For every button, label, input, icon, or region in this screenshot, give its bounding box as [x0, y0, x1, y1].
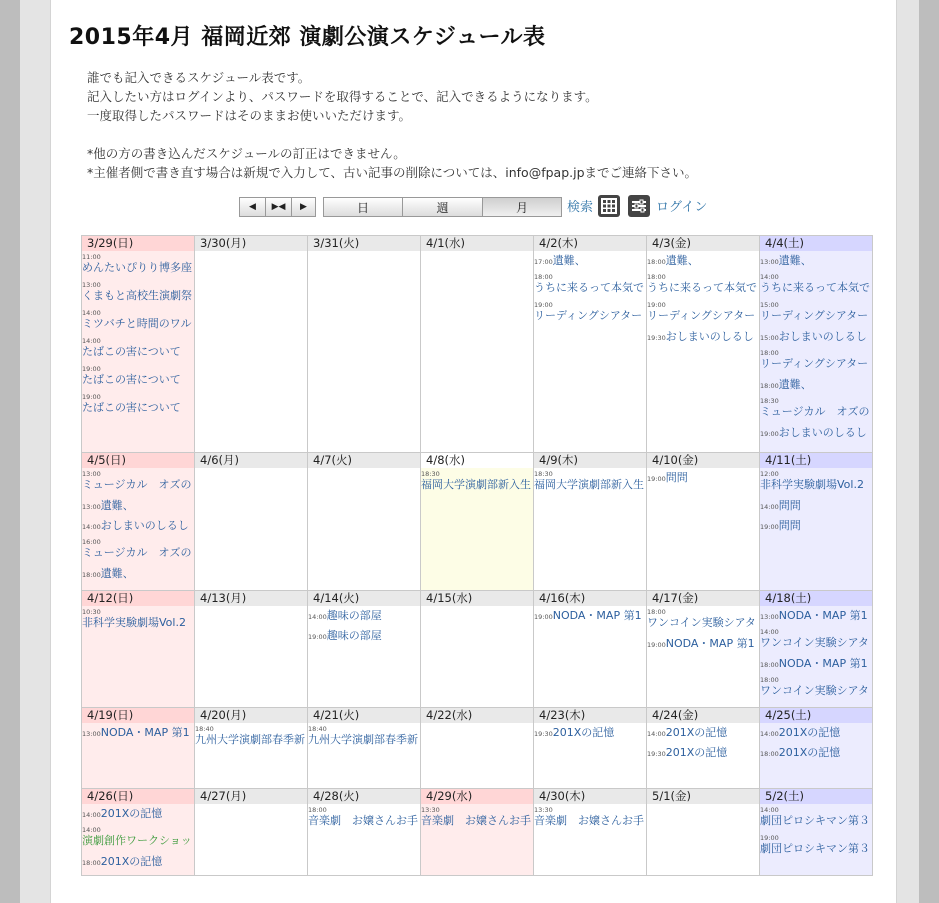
event-time: 19:00 [760, 523, 779, 531]
calendar-event[interactable] [82, 723, 194, 743]
event-title: 音楽劇 お嬢さんお手 [308, 814, 418, 827]
event-time: 18:30 [421, 470, 440, 478]
event-title: NODA・MAP 第1 [552, 609, 642, 622]
event-title: 九州大学演劇部春季新 [195, 733, 305, 746]
calendar-event[interactable] [534, 468, 646, 496]
event-time: 14:00 [308, 613, 327, 621]
calendar-event[interactable] [760, 423, 872, 443]
event-title: 演劇創作ワークショッ [82, 834, 192, 847]
event-title: おしまいのしるし [778, 330, 867, 343]
intro-line: 記入したい方はログインより、パスワードを取得することで、記入できるようになります。 [87, 89, 598, 104]
calendar-event[interactable] [760, 626, 872, 654]
event-time: 15:00 [760, 301, 779, 309]
event-time: 17:00 [534, 258, 553, 266]
event-title: NODA・MAP 第1 [665, 637, 755, 650]
month-view-button[interactable]: 月 [482, 197, 562, 217]
calendar-event[interactable] [760, 832, 872, 860]
event-title: たばこの害について [82, 345, 181, 358]
calendar-day-cell[interactable] [308, 236, 421, 453]
event-time: 14:00 [760, 628, 779, 636]
day-label: 4/2(木) [534, 236, 646, 251]
event-title: NODA・MAP 第1 [778, 657, 868, 670]
calendar-event[interactable] [82, 468, 194, 496]
calendar-event[interactable] [647, 251, 759, 271]
day-label: 3/30(月) [195, 236, 307, 251]
calendar-day-cell[interactable] [421, 789, 534, 876]
event-time: 18:00 [760, 382, 779, 390]
calendar-event[interactable] [647, 468, 759, 488]
calendar-event[interactable] [82, 824, 194, 852]
event-time: 19:00 [534, 613, 553, 621]
page-title: 2015年4月 福岡近郊 演劇公演スケジュール表 [69, 25, 546, 50]
event-time: 12:00 [760, 470, 779, 478]
day-label: 4/22(水) [421, 708, 533, 723]
calendar-event[interactable] [534, 299, 646, 327]
event-time: 19:30 [647, 750, 666, 758]
event-time: 14:00 [760, 273, 779, 281]
calendar-day-cell[interactable] [647, 453, 760, 591]
event-time: 13:00 [760, 258, 779, 266]
event-time: 18:00 [534, 273, 553, 281]
calendar-event[interactable] [82, 606, 194, 634]
event-time: 14:00 [82, 523, 101, 531]
event-title: ワンコイン実験シアタ [760, 636, 869, 649]
calendar-event[interactable] [760, 468, 872, 496]
calendar-event[interactable] [760, 375, 872, 395]
event-title: 201Xの記憶 [100, 807, 163, 820]
intro-line: *主催者側で書き直す場合は新規で入力して、古い記事の削除については、info@fpap.jpまでご連絡下さい。 [87, 165, 698, 180]
calendar-day-cell[interactable] [534, 453, 647, 591]
calendar-day-cell[interactable] [647, 591, 760, 708]
event-time: 14:00 [82, 337, 101, 345]
event-time: 14:00 [760, 730, 779, 738]
event-time: 13:00 [82, 281, 101, 289]
day-label: 4/8(水) [421, 453, 533, 468]
calendar-day-cell[interactable] [195, 591, 308, 708]
prev-month-button[interactable]: ◀ [249, 202, 256, 212]
calendar-event[interactable] [308, 626, 420, 646]
day-label: 4/21(火) [308, 708, 420, 723]
calendar-day-cell[interactable] [760, 591, 873, 708]
calendar-event[interactable] [534, 804, 646, 832]
day-label: 4/20(月) [195, 708, 307, 723]
calendar-week-row [82, 789, 873, 876]
event-time: 18:00 [760, 349, 779, 357]
event-title: おしまいのしるし [665, 330, 754, 343]
event-title: リーディングシアター [760, 309, 869, 322]
event-title: リーディングシアター [760, 357, 869, 370]
nav-button-group [239, 197, 316, 217]
calendar-event[interactable] [82, 852, 194, 872]
event-time: 14:00 [760, 806, 779, 814]
next-month-button[interactable]: ▶ [300, 202, 307, 212]
calendar-week-row [82, 453, 873, 591]
calendar-event[interactable] [82, 536, 194, 564]
calendar-event[interactable] [82, 251, 194, 279]
event-time: 13:00 [82, 470, 101, 478]
event-time: 18:40 [195, 725, 214, 733]
event-title: 趣味の部屋 [326, 629, 382, 642]
calendar-day-cell[interactable] [82, 236, 195, 453]
event-time: 13:00 [82, 730, 101, 738]
event-title: ミュージカル オズの [82, 546, 192, 559]
calendar-event[interactable] [760, 804, 872, 832]
page-background [20, 0, 919, 903]
calendar-event[interactable] [82, 804, 194, 824]
event-time: 18:00 [760, 750, 779, 758]
day-label: 4/3(金) [647, 236, 759, 251]
event-time: 18:00 [82, 859, 101, 867]
calendar-day-cell[interactable] [421, 708, 534, 789]
event-title: 九州大学演劇部春季新 [308, 733, 418, 746]
event-time: 15:00 [760, 334, 779, 342]
day-label: 3/29(日) [82, 236, 194, 251]
event-title: 遺難、 [665, 254, 699, 267]
calendar-event[interactable] [308, 804, 420, 832]
event-time: 18:00 [760, 661, 779, 669]
event-title: 趣味の部屋 [326, 609, 382, 622]
calendar-event[interactable] [760, 327, 872, 347]
calendar-event[interactable] [534, 251, 646, 271]
calendar-day-cell[interactable] [82, 591, 195, 708]
event-title: 問問 [778, 519, 801, 532]
event-title: 遺難、 [100, 499, 134, 512]
week-view-button[interactable]: 週 [402, 197, 483, 217]
day-label: 4/17(金) [647, 591, 759, 606]
content-panel [50, 0, 897, 903]
event-title: 遺難、 [778, 254, 812, 267]
search-link[interactable]: 検索 [567, 200, 594, 215]
event-title: ワンコイン実験シアタ [760, 684, 869, 697]
calendar-day-cell[interactable] [195, 453, 308, 591]
event-title: NODA・MAP 第1 [778, 609, 868, 622]
event-time: 18:30 [534, 470, 553, 478]
event-title: うちに来るって本気で [760, 281, 870, 294]
calendar-day-cell[interactable] [760, 789, 873, 876]
day-label: 4/24(金) [647, 708, 759, 723]
calendar-day-cell[interactable] [760, 708, 873, 789]
event-title: 遺難、 [778, 378, 812, 391]
day-label: 4/15(水) [421, 591, 533, 606]
calendar-day-cell[interactable] [534, 236, 647, 453]
calendar-event[interactable] [82, 496, 194, 516]
calendar-event[interactable] [308, 723, 420, 751]
event-time: 14:00 [647, 730, 666, 738]
calendar-day-cell[interactable] [195, 708, 308, 789]
event-title: 201Xの記憶 [665, 726, 728, 739]
calendar-event[interactable] [760, 516, 872, 536]
calendar-day-cell[interactable] [82, 789, 195, 876]
event-time: 19:00 [82, 365, 101, 373]
event-time: 19:30 [647, 334, 666, 342]
event-time: 18:00 [308, 806, 327, 814]
event-time: 13:00 [760, 613, 779, 621]
event-title: 劇団ピロシキマン第３ [760, 842, 870, 855]
calendar-day-cell[interactable] [534, 591, 647, 708]
calendar-event[interactable] [534, 723, 646, 743]
calendar-event[interactable] [82, 391, 194, 419]
day-label: 4/19(日) [82, 708, 194, 723]
event-title: 福岡大学演劇部新入生 [421, 478, 531, 491]
event-title: リーディングシアター [534, 309, 643, 322]
event-time: 19:00 [82, 393, 101, 401]
calendar-event[interactable] [308, 606, 420, 626]
event-time: 18:00 [82, 571, 101, 579]
calendar-event[interactable] [82, 335, 194, 363]
event-title: 201Xの記憶 [552, 726, 615, 739]
day-label: 4/27(月) [195, 789, 307, 804]
calendar-event[interactable] [760, 674, 872, 702]
calendar-event[interactable] [760, 723, 872, 743]
event-time: 13:30 [534, 806, 553, 814]
calendar-event[interactable] [647, 271, 759, 299]
event-time: 18:00 [647, 273, 666, 281]
calendar-event[interactable] [647, 743, 759, 763]
day-label: 5/1(金) [647, 789, 759, 804]
event-time: 13:30 [421, 806, 440, 814]
event-title: 非科学実験劇場Vol.2 [82, 616, 186, 629]
day-label: 4/16(木) [534, 591, 646, 606]
intro-line: 一度取得したパスワードはそのままお使いいただけます。 [87, 108, 412, 123]
day-label: 4/4(土) [760, 236, 872, 251]
event-title: 201Xの記憶 [778, 726, 841, 739]
day-label: 4/6(月) [195, 453, 307, 468]
calendar-day-cell[interactable] [421, 453, 534, 591]
event-title: たばこの害について [82, 401, 181, 414]
event-time: 18:00 [760, 676, 779, 684]
event-title: リーディングシアター [647, 309, 756, 322]
event-time: 16:00 [82, 538, 101, 546]
day-label: 4/11(土) [760, 453, 872, 468]
calendar-day-cell[interactable] [421, 236, 534, 453]
event-title: ワンコイン実験シアタ [647, 616, 756, 629]
calendar-day-cell[interactable] [647, 789, 760, 876]
today-button[interactable]: ▶◀ [265, 198, 292, 216]
intro-text [87, 68, 697, 182]
calendar-day-cell[interactable] [647, 708, 760, 789]
calendar-event[interactable] [534, 606, 646, 626]
month-calendar [81, 235, 873, 876]
event-title: 問問 [665, 471, 688, 484]
calendar-toolbar [239, 197, 739, 219]
day-label: 3/31(火) [308, 236, 420, 251]
event-title: うちに来るって本気で [534, 281, 644, 294]
event-title: 201Xの記憶 [100, 855, 163, 868]
calendar-day-cell[interactable] [308, 591, 421, 708]
calendar-day-cell[interactable] [308, 708, 421, 789]
intro-line: 誰でも記入できるスケジュール表です。 [87, 70, 311, 85]
event-title: 201Xの記憶 [665, 746, 728, 759]
calendar-day-cell[interactable] [647, 236, 760, 453]
day-label: 4/18(土) [760, 591, 872, 606]
calendar-day-cell[interactable] [421, 591, 534, 708]
event-time: 19:00 [760, 834, 779, 842]
event-title: 問問 [778, 499, 801, 512]
calendar-week-row [82, 236, 873, 453]
login-link[interactable]: ログイン [656, 200, 708, 215]
calendar-day-cell[interactable] [195, 789, 308, 876]
day-label: 4/9(木) [534, 453, 646, 468]
event-title: おしまいのしるし [100, 519, 189, 532]
intro-line [87, 125, 697, 144]
event-time: 19:00 [647, 475, 666, 483]
calendar-event[interactable] [82, 363, 194, 391]
event-time: 10:30 [82, 608, 101, 616]
calendar-event[interactable] [760, 743, 872, 763]
calendar-event[interactable] [647, 634, 759, 654]
calendar-week-row [82, 591, 873, 708]
event-title: 遺難、 [100, 567, 134, 580]
calendar-event[interactable] [760, 606, 872, 626]
day-label: 4/29(水) [421, 789, 533, 804]
calendar-event[interactable] [647, 606, 759, 634]
day-label: 4/5(日) [82, 453, 194, 468]
calendar-event[interactable] [421, 804, 533, 832]
calendar-event[interactable] [760, 347, 872, 375]
event-time: 18:30 [760, 397, 779, 405]
day-label: 4/25(土) [760, 708, 872, 723]
event-title: くまもと高校生演劇祭 [82, 289, 192, 302]
calendar-event[interactable] [647, 327, 759, 347]
event-title: 遺難、 [552, 254, 586, 267]
calendar-day-cell[interactable] [534, 708, 647, 789]
event-time: 14:00 [82, 826, 101, 834]
event-title: NODA・MAP 第1 [100, 726, 190, 739]
calendar-event[interactable] [760, 251, 872, 271]
calendar-icon[interactable] [598, 195, 620, 217]
event-time: 19:00 [647, 301, 666, 309]
calendar-day-cell[interactable] [534, 789, 647, 876]
event-time: 14:00 [82, 811, 101, 819]
event-time: 19:00 [308, 633, 327, 641]
calendar-day-cell[interactable] [308, 789, 421, 876]
calendar-day-cell[interactable] [308, 453, 421, 591]
day-label: 5/2(土) [760, 789, 872, 804]
calendar-day-cell[interactable] [82, 453, 195, 591]
calendar-event[interactable] [647, 299, 759, 327]
calendar-event[interactable] [647, 723, 759, 743]
event-title: 音楽劇 お嬢さんお手 [421, 814, 531, 827]
calendar-day-cell[interactable] [82, 708, 195, 789]
day-view-button[interactable]: 日 [323, 197, 403, 217]
event-title: うちに来るって本気で [647, 281, 757, 294]
day-label: 4/12(日) [82, 591, 194, 606]
event-time: 19:30 [534, 730, 553, 738]
calendar-day-cell[interactable] [195, 236, 308, 453]
calendar-day-cell[interactable] [760, 453, 873, 591]
event-time: 19:00 [760, 430, 779, 438]
calendar-event[interactable] [82, 307, 194, 335]
event-title: めんたいぴりり博多座 [82, 261, 192, 274]
event-time: 14:00 [760, 503, 779, 511]
day-label: 4/28(火) [308, 789, 420, 804]
event-title: ミュージカル オズの [760, 405, 870, 418]
event-title: 福岡大学演劇部新入生 [534, 478, 644, 491]
event-title: おしまいのしるし [778, 426, 867, 439]
calendar-event[interactable] [760, 299, 872, 327]
calendar-week-row [82, 708, 873, 789]
calendar-event[interactable] [82, 279, 194, 307]
event-time: 14:00 [82, 309, 101, 317]
day-label: 4/10(金) [647, 453, 759, 468]
event-time: 13:00 [82, 503, 101, 511]
calendar-event[interactable] [195, 723, 307, 751]
day-label: 4/26(日) [82, 789, 194, 804]
settings-sliders-icon[interactable] [628, 195, 650, 217]
event-title: たばこの害について [82, 373, 181, 386]
day-label: 4/7(火) [308, 453, 420, 468]
event-time: 18:00 [647, 608, 666, 616]
day-label: 4/13(月) [195, 591, 307, 606]
event-title: ミュージカル オズの [82, 478, 192, 491]
event-title: 劇団ピロシキマン第３ [760, 814, 870, 827]
event-time: 18:00 [647, 258, 666, 266]
calendar-event[interactable] [760, 496, 872, 516]
calendar-day-cell[interactable] [760, 236, 873, 453]
event-time: 19:00 [534, 301, 553, 309]
event-title: 非科学実験劇場Vol.2 [760, 478, 864, 491]
calendar-event[interactable] [760, 271, 872, 299]
event-title: 音楽劇 お嬢さんお手 [534, 814, 644, 827]
day-label: 4/30(木) [534, 789, 646, 804]
calendar-event[interactable] [82, 564, 194, 584]
day-label: 4/14(火) [308, 591, 420, 606]
calendar-event[interactable] [760, 654, 872, 674]
calendar-event[interactable] [534, 271, 646, 299]
intro-line: *他の方の書き込んだスケジュールの訂正はできません。 [87, 146, 406, 161]
event-time: 18:40 [308, 725, 327, 733]
event-title: 201Xの記憶 [778, 746, 841, 759]
calendar-event[interactable] [760, 395, 872, 423]
day-label: 4/23(木) [534, 708, 646, 723]
calendar-event[interactable] [421, 468, 533, 496]
day-label: 4/1(水) [421, 236, 533, 251]
event-time: 11:00 [82, 253, 101, 261]
event-title: ミツバチと時間のワル [82, 317, 192, 330]
calendar-event[interactable] [82, 516, 194, 536]
event-time: 19:00 [647, 641, 666, 649]
